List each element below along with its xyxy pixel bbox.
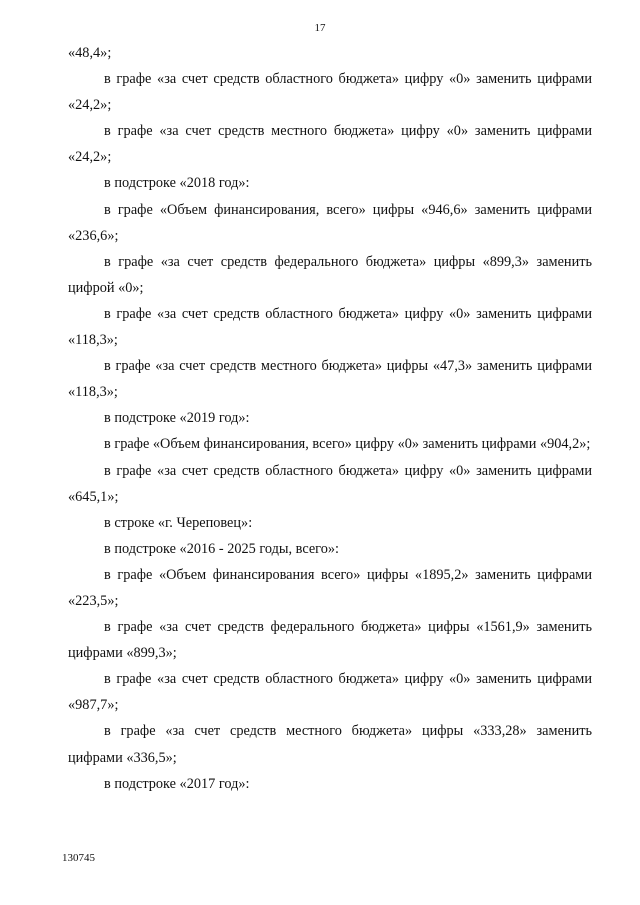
paragraph: в подстроке «2019 год»: — [104, 410, 250, 427]
paragraph: в графе «за счет средств областного бюджета» цифру «0» заменить цифрами «645,1»; — [68, 462, 592, 505]
page-number: 17 — [314, 22, 326, 34]
paragraph: в графе «за счет средств областного бюджета» цифру «0» заменить цифрами «987,7»; — [68, 671, 592, 714]
paragraph: в графе «за счет средств местного бюджета» цифры «333,28» заменить цифрами «336,5»; — [68, 723, 592, 766]
paragraph: в подстроке «2017 год»: — [104, 775, 250, 792]
paragraph: в графе «за счет средств федерального бюджета» цифры «1561,9» заменить цифрами «899,3»; — [68, 619, 592, 662]
paragraph: в графе «за счет средств областного бюджета» цифру «0» заменить цифрами «24,2»; — [68, 71, 592, 114]
paragraph: в подстроке «2016 - 2025 годы, всего»: — [104, 540, 339, 557]
paragraph: в строке «г. Череповец»: — [104, 514, 253, 531]
paragraph: в графе «Объем финансирования, всего» цифры «946,6» заменить цифрами «236,6»; — [68, 201, 592, 244]
paragraph: в графе «за счет средств местного бюджета» цифру «0» заменить цифрами «24,2»; — [68, 123, 592, 166]
paragraph: в подстроке «2018 год»: — [104, 175, 250, 192]
document-body — [68, 40, 592, 797]
paragraph: в графе «за счет средств федерального бюджета» цифры «899,3» заменить цифрой «0»; — [68, 253, 592, 296]
paragraph: «48,4»; — [68, 45, 112, 61]
paragraph: в графе «Объем финансирования, всего» цифру «0» заменить цифрами «904,2»; — [104, 436, 591, 453]
paragraph: в графе «Объем финансирования всего» цифры «1895,2» заменить цифрами «223,5»; — [68, 566, 592, 609]
paragraph: в графе «за счет средств областного бюджета» цифру «0» заменить цифрами «118,3»; — [68, 305, 592, 349]
document-code: 130745 — [62, 852, 95, 864]
paragraph: в графе «за счет средств местного бюджета» цифры «47,3» заменить цифрами «118,3»; — [68, 358, 592, 401]
